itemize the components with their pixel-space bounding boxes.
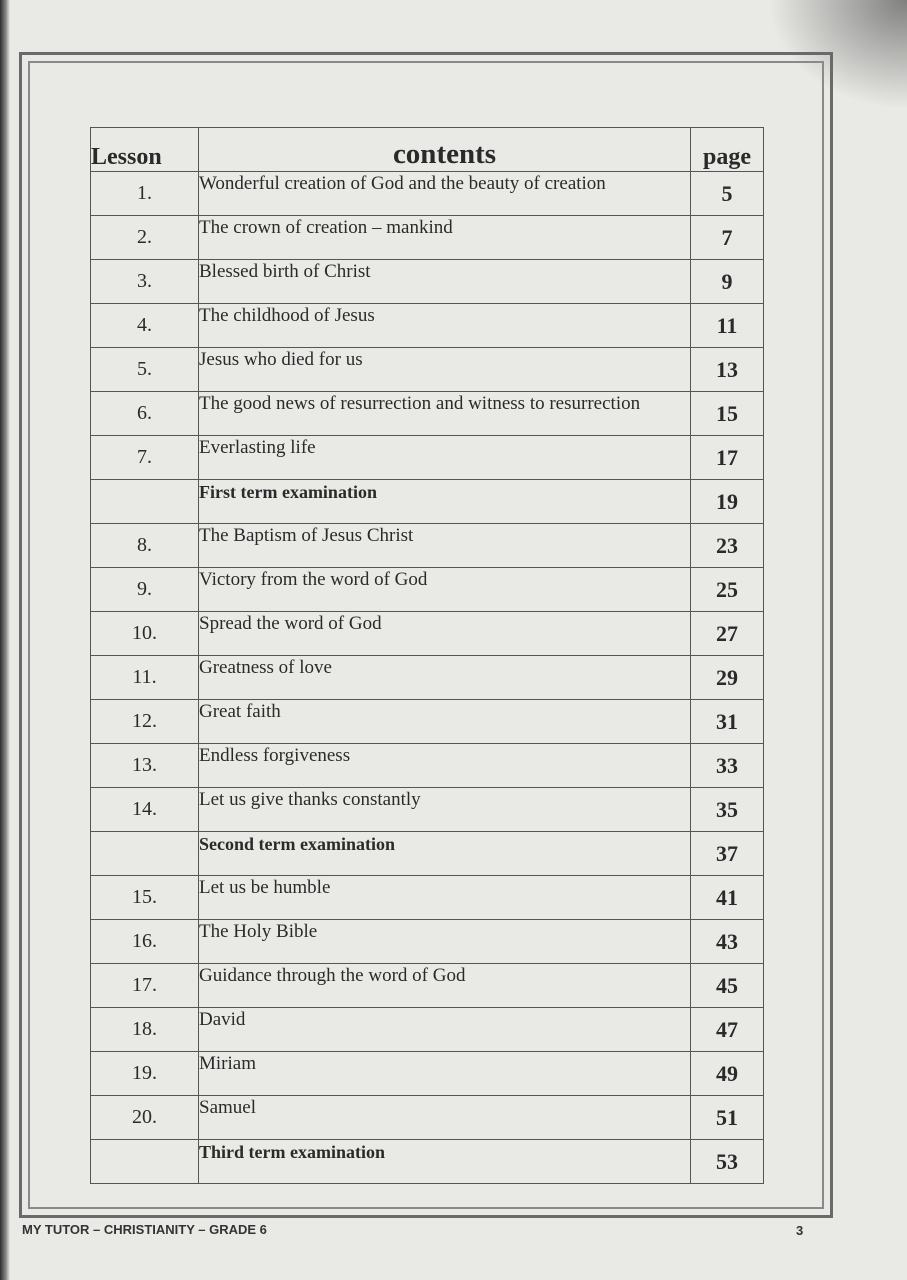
page-number: 15 [691, 392, 764, 436]
table-row [91, 876, 764, 920]
page-number: 49 [691, 1052, 764, 1096]
table-row [91, 788, 764, 832]
lesson-number: 2. [91, 216, 199, 260]
page-number: 27 [691, 612, 764, 656]
page-number: 45 [691, 964, 764, 1008]
lesson-number [91, 480, 199, 524]
lesson-number: 15. [91, 876, 199, 920]
lesson-number: 6. [91, 392, 199, 436]
table-row [91, 964, 764, 1008]
contents-table-body [91, 172, 764, 1184]
page-number: 7 [691, 216, 764, 260]
lesson-title: Great faith [199, 700, 691, 744]
lesson-number: 11. [91, 656, 199, 700]
lesson-title: Spread the word of God [199, 612, 691, 656]
page-number: 41 [691, 876, 764, 920]
exam-title: Second term examination [199, 832, 691, 876]
lesson-number: 18. [91, 1008, 199, 1052]
table-row [91, 216, 764, 260]
lesson-number: 17. [91, 964, 199, 1008]
lesson-title: Miriam [199, 1052, 691, 1096]
page-number: 23 [691, 524, 764, 568]
lesson-number: 7. [91, 436, 199, 480]
contents-column-header: contents [199, 128, 691, 172]
lesson-number: 9. [91, 568, 199, 612]
page-number: 47 [691, 1008, 764, 1052]
lesson-number: 14. [91, 788, 199, 832]
page-number: 51 [691, 1096, 764, 1140]
page-number: 25 [691, 568, 764, 612]
page-number: 37 [691, 832, 764, 876]
lesson-number: 5. [91, 348, 199, 392]
table-header-row [91, 128, 764, 172]
table-row [91, 524, 764, 568]
lesson-number: 13. [91, 744, 199, 788]
contents-table [90, 127, 764, 1184]
page-number: 11 [691, 304, 764, 348]
table-row [91, 744, 764, 788]
page-number: 17 [691, 436, 764, 480]
table-row [91, 1052, 764, 1096]
page-edge-shadow [0, 0, 10, 1280]
lesson-title: Guidance through the word of God [199, 964, 691, 1008]
table-row [91, 612, 764, 656]
footer-page-number: 3 [796, 1223, 804, 1238]
lesson-number: 20. [91, 1096, 199, 1140]
table-row [91, 920, 764, 964]
table-row [91, 392, 764, 436]
table-row [91, 436, 764, 480]
lesson-title: The crown of creation – mankind [199, 216, 691, 260]
page-number: 33 [691, 744, 764, 788]
lesson-title: The good news of resurrection and witness to resurrection [199, 392, 691, 436]
table-row [91, 348, 764, 392]
page-column-header: page [691, 128, 764, 172]
table-row [91, 1140, 764, 1184]
lesson-title: The Baptism of Jesus Christ [199, 524, 691, 568]
lesson-number: 4. [91, 304, 199, 348]
lesson-number: 8. [91, 524, 199, 568]
lesson-title: Let us be humble [199, 876, 691, 920]
table-row [91, 832, 764, 876]
lesson-number: 16. [91, 920, 199, 964]
lesson-title: Jesus who died for us [199, 348, 691, 392]
page-number: 19 [691, 480, 764, 524]
lesson-title: Wonderful creation of God and the beauty of creation [199, 172, 691, 216]
lesson-title: The Holy Bible [199, 920, 691, 964]
table-row [91, 656, 764, 700]
lesson-number [91, 1140, 199, 1184]
lesson-number: 1. [91, 172, 199, 216]
lesson-number: 12. [91, 700, 199, 744]
lesson-title: Blessed birth of Christ [199, 260, 691, 304]
page-number: 13 [691, 348, 764, 392]
page-number: 53 [691, 1140, 764, 1184]
page-number: 43 [691, 920, 764, 964]
table-row [91, 480, 764, 524]
page-number: 9 [691, 260, 764, 304]
lesson-title: David [199, 1008, 691, 1052]
table-row [91, 700, 764, 744]
lesson-title: Samuel [199, 1096, 691, 1140]
page-number: 29 [691, 656, 764, 700]
table-row [91, 260, 764, 304]
lesson-title: Greatness of love [199, 656, 691, 700]
lesson-title: The childhood of Jesus [199, 304, 691, 348]
exam-title: Third term examination [199, 1140, 691, 1184]
lesson-number: 3. [91, 260, 199, 304]
table-row [91, 568, 764, 612]
page-number: 31 [691, 700, 764, 744]
lesson-title: Let us give thanks constantly [199, 788, 691, 832]
table-row [91, 304, 764, 348]
lesson-title: Endless forgiveness [199, 744, 691, 788]
lesson-number: 19. [91, 1052, 199, 1096]
footer-book-title: MY TUTOR – CHRISTIANITY – GRADE 6 [22, 1222, 267, 1237]
lesson-title: Everlasting life [199, 436, 691, 480]
table-row [91, 1096, 764, 1140]
lesson-number: 10. [91, 612, 199, 656]
lesson-title: Victory from the word of God [199, 568, 691, 612]
lesson-number [91, 832, 199, 876]
table-row [91, 172, 764, 216]
page-number: 5 [691, 172, 764, 216]
exam-title: First term examination [199, 480, 691, 524]
table-row [91, 1008, 764, 1052]
lesson-column-header: Lesson [91, 128, 199, 172]
page-number: 35 [691, 788, 764, 832]
